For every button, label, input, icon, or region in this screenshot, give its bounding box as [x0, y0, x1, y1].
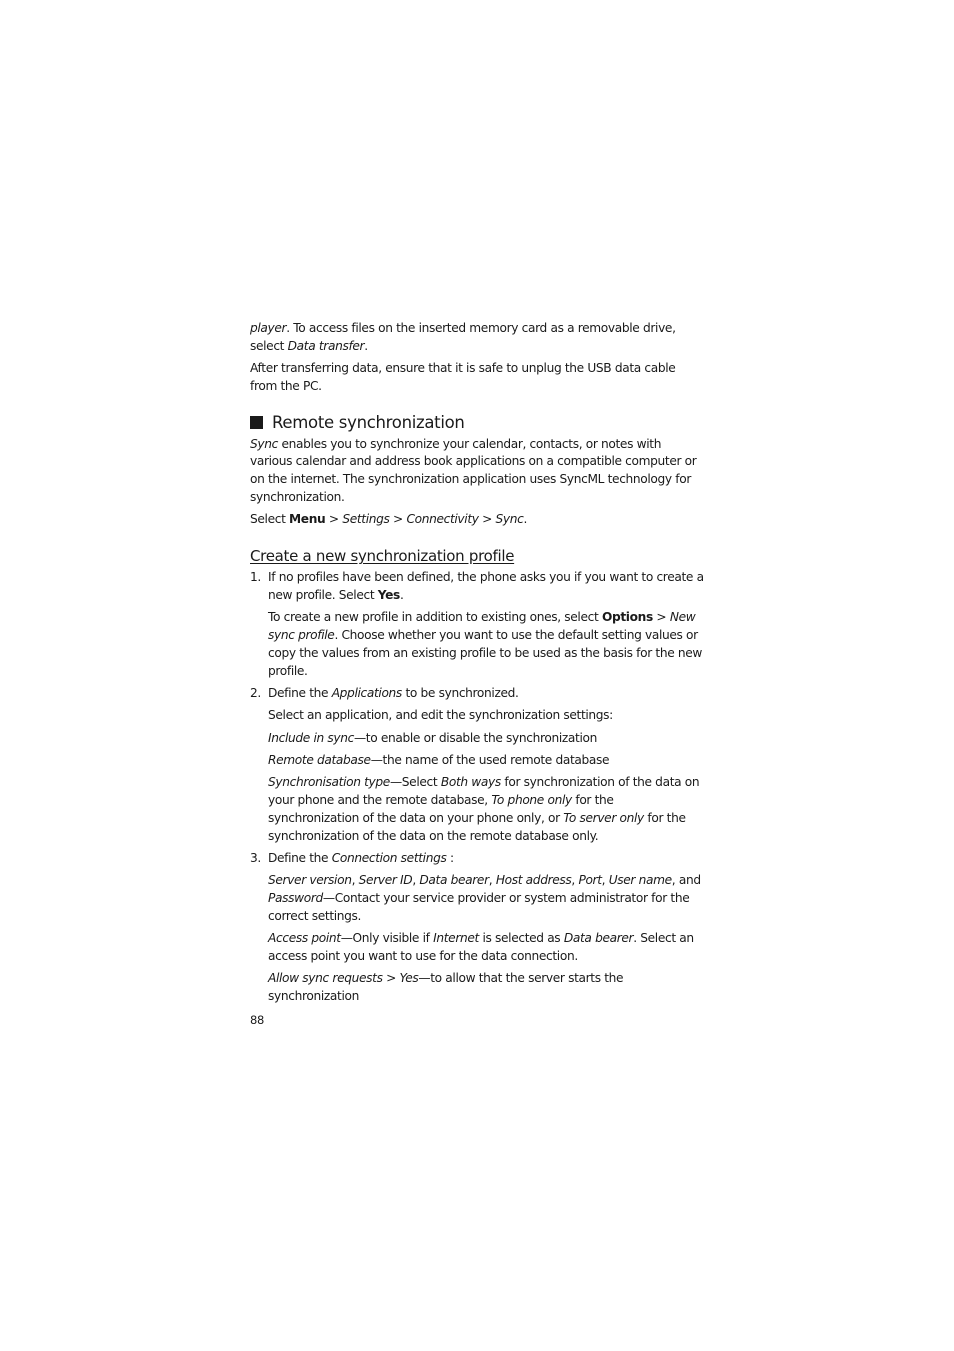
text-italic: Connectivity [406, 512, 479, 527]
text-italic: Data transfer [287, 338, 365, 353]
text-italic: Settings [342, 512, 390, 527]
text: , and [671, 873, 701, 888]
text-italic: Host address [495, 873, 572, 888]
text-italic: Include in sync [268, 730, 354, 745]
text: . [523, 512, 528, 527]
text: to be synchronized. [401, 685, 519, 700]
text: . [399, 587, 404, 602]
text: , [351, 873, 359, 888]
text-italic: Sync [495, 512, 524, 527]
text-italic: User name [608, 873, 672, 888]
text: for the synchronization of the data on your phone only, or [268, 792, 614, 825]
text: To create a new profile in addition to existing ones, select [268, 610, 602, 625]
text: for the synchronization of the data on the remote database only. [268, 810, 686, 843]
step-2-detail-2 [268, 730, 705, 748]
page-content [250, 320, 705, 1010]
text: > [382, 971, 400, 986]
menu-label: Menu [289, 512, 326, 527]
text: Define the [268, 685, 332, 700]
text-italic: Internet [433, 931, 479, 946]
step-text [268, 685, 705, 703]
text-italic: Port [578, 873, 602, 888]
step-2-detail-3 [268, 752, 705, 770]
text: Define the [268, 850, 332, 865]
text-italic: Server ID [358, 873, 413, 888]
step-3-detail-1 [268, 872, 705, 925]
text-italic: Allow sync requests [268, 971, 383, 986]
text: . Select an access point you want to use for the data connection. [268, 931, 694, 963]
text: —to allow that the server starts the synchronization [268, 971, 624, 1003]
text-italic: Synchronisation type [268, 775, 390, 790]
text: . [364, 338, 368, 353]
step-2-detail-4 [268, 774, 705, 845]
text: —the name of the used remote database [370, 752, 610, 767]
text: > [652, 610, 670, 625]
text: If no profiles have been defined, the phone asks you if you want to create a new profile. Select [268, 570, 704, 602]
text-italic: Data bearer [563, 931, 634, 946]
text: Select [250, 512, 290, 527]
text-italic: Remote database [268, 752, 371, 767]
text: —to enable or disable the synchronization [353, 730, 597, 745]
text: —Contact your service provider or system administrator for the correct settings. [268, 890, 690, 923]
section-paragraph-1 [250, 436, 705, 507]
intro-paragraph-1 [250, 320, 705, 356]
intro-paragraph-2: After transferring data, ensure that it is safe to unplug the USB data cable from the PC. [250, 361, 676, 393]
text-italic: Applications [331, 685, 402, 700]
text-italic: Both ways [440, 775, 501, 790]
text: . Choose whether you want to use the default setting values or copy the values from an existing profile to be used as the basis for the new profile. [268, 628, 703, 678]
step-1-detail [268, 609, 705, 680]
menu-label: Options [601, 610, 653, 625]
step-2-detail-1: Select an application, and edit the synchronization settings: [268, 708, 613, 723]
step-3-detail-2 [268, 930, 705, 966]
text: > [325, 512, 343, 527]
text: —Only visible if [340, 931, 434, 946]
list-item-step-2 [250, 685, 705, 703]
text: : [446, 850, 454, 865]
text: > [389, 512, 407, 527]
list-item-step-3 [250, 850, 705, 868]
text-italic: New sync profile [268, 610, 696, 643]
step-text [268, 569, 705, 605]
section-heading [250, 412, 705, 434]
text: —Select [389, 775, 441, 790]
text-italic: Connection settings [331, 850, 447, 865]
text-italic: Access point [268, 931, 341, 946]
list-item-step-1 [250, 569, 705, 605]
menu-path-paragraph [250, 511, 705, 529]
text-italic: Server version [268, 873, 352, 888]
step-number: 3. [250, 850, 261, 865]
step-number: 2. [250, 685, 261, 700]
text-italic: Password [268, 890, 323, 905]
text: , [571, 873, 579, 888]
square-bullet-icon [250, 416, 263, 429]
text: , [488, 873, 496, 888]
text-italic: Yes [399, 971, 419, 986]
text-italic: player [250, 321, 287, 335]
text-italic: To server only [563, 810, 644, 825]
step-number: 1. [250, 570, 261, 585]
menu-label: Yes [377, 587, 400, 602]
text: for synchronization of the data on your phone and the remote database, [268, 775, 700, 807]
section-title: Remote synchronization [272, 412, 465, 432]
text: , [601, 873, 609, 888]
text: > [478, 512, 496, 527]
text: enables you to synchronize your calendar, contacts, or notes with various calendar and address book applications on a compatible computer or on the internet. The synchronization application uses SyncML technology for synchronization. [250, 436, 697, 505]
step-text [268, 850, 705, 868]
text: . To access files on the inserted memory card as a removable drive, select [250, 321, 676, 353]
subsection-heading: Create a new synchronization profile [250, 547, 515, 566]
text: , [412, 873, 420, 888]
text: is selected as [478, 931, 564, 946]
step-3-detail-3 [268, 970, 705, 1006]
text-italic: Data bearer [419, 873, 489, 888]
page-number: 88 [250, 1013, 265, 1027]
text-italic: To phone only [491, 792, 572, 807]
text-italic: Sync [250, 436, 278, 451]
